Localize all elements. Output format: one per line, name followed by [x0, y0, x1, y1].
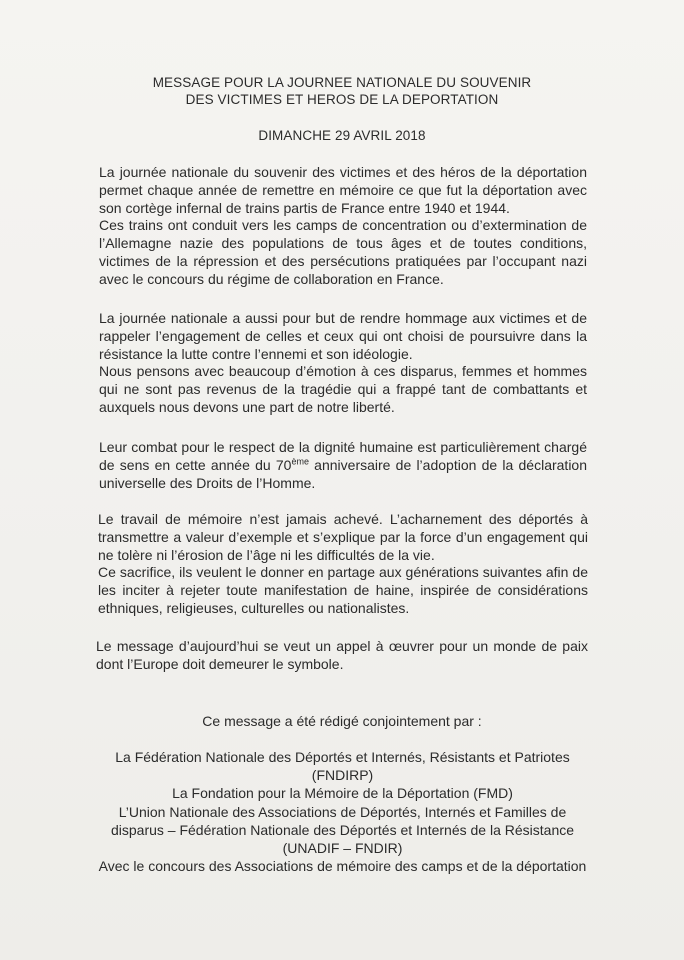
paragraph-7: Ce sacrifice, ils veulent le donner en partage aux générations suivantes afin de les inciter à rejeter toute manifestation de haine, inspirée de considérations ethniques, religieuses, culturelles ou nationalistes.: [98, 564, 588, 616]
credit-line: L’Union Nationale des Associations de Déportés, Internés et Familles de: [118, 803, 567, 820]
credits-heading: Ce message a été rédigé conjointement par :: [202, 713, 482, 729]
credit-line: disparus – Fédération Nationale des Déportés et Internés de la Résistance: [110, 821, 575, 838]
ordinal-suffix: ème: [291, 456, 309, 467]
paragraph-block-1: [99, 164, 587, 289]
title-line-1: MESSAGE POUR LA JOURNEE NATIONALE DU SOUVENIR: [152, 75, 532, 90]
paragraph-5-end: anniversaire de l’adoption de la déclaration universelle des Droits de l’Homme.: [99, 456, 587, 491]
credit-line: La Fédération Nationale des Déportés et Internés, Résistants et Patriotes: [115, 749, 570, 765]
paragraph-8: Le message d’aujourd’hui se veut un appel à œuvrer pour un monde de paix dont l’Europe doit demeurer le symbole.: [96, 638, 588, 672]
paragraph-5-start: Leur combat pour le respect de la dignité humaine est particulièrement chargé de sens en cette année du 70: [99, 439, 587, 473]
paragraph-block-3: [99, 439, 587, 492]
paragraph-5: [99, 439, 587, 492]
paragraph-4: Nous pensons avec beaucoup d’émotion à ces disparus, femmes et hommes qui ne sont pas revenus de la tragédie qui a frappé tant de combattants et auxquels nous devons une part de notre liberté.: [99, 363, 587, 415]
paragraph-3: La journée nationale a aussi pour but de rendre hommage aux victimes et de rappeler l’engagement de celles et ceux qui ont choisi de poursuivre dans la résistance la lutte contre l’ennemi et son idéologie.: [99, 310, 587, 362]
credit-line: Avec le concours des Associations de mémoire des camps et de la déportation: [98, 858, 587, 875]
paragraph-block-4: [98, 511, 588, 618]
credit-line: (FNDIRP): [311, 767, 374, 784]
credit-line: (UNADIF – FNDIR): [282, 840, 403, 857]
title-line-2: DES VICTIMES ET HEROS DE LA DEPORTATION: [185, 92, 499, 107]
date-line: DIMANCHE 29 AVRIL 2018: [258, 128, 426, 143]
paragraph-6: Le travail de mémoire n’est jamais achevé. L’acharnement des déportés à transmettre a valeur d’exemple et s’explique par la force d’un engagement qui ne tolère ni l’érosion de l’âge ni les difficultés de la vie.: [98, 511, 588, 563]
paragraph-1: La journée nationale du souvenir des victimes et des héros de la déportation permet chaque année de remettre en mémoire ce que fut la déportation avec son cortège infernal de trains partis de France entre 1940 et 1944.: [99, 164, 587, 216]
paragraph-block-5: [96, 638, 588, 674]
paragraph-2: Ces trains ont conduit vers les camps de concentration ou d’extermination de l’Allemagne nazie des populations de tous âges et de toutes conditions, victimes de la répression et des persécutions pratiquées par l’occupant nazi avec le concours du régime de collaboration en France.: [99, 217, 587, 287]
paragraph-block-2: [99, 310, 587, 417]
credits-list: [90, 748, 595, 875]
credit-line: La Fondation pour la Mémoire de la Déportation (FMD): [172, 785, 513, 802]
